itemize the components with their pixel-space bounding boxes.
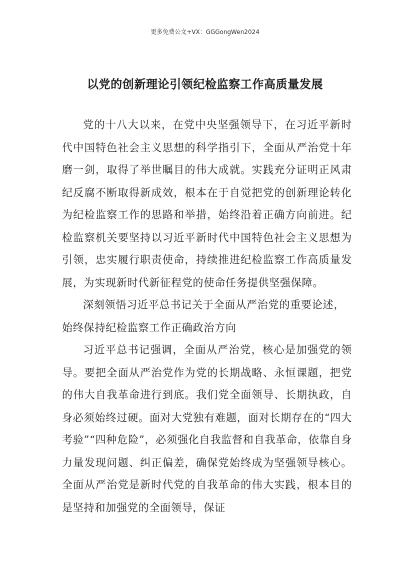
document-body bbox=[62, 114, 352, 519]
section-heading: 深刻领悟习近平总书记关于全面从严治党的重要论述，始终保持纪检监察工作正确政治方向 bbox=[62, 299, 345, 334]
header-watermark: 更多免费公文+VX：GGGongWen2024 bbox=[150, 29, 260, 36]
document-title: 以党的创新理论引领纪检监察工作高质量发展 bbox=[87, 77, 323, 91]
paragraph-intro: 党的十八大以来，在党中央坚强领导下，在习近平新时代中国特色社会主义思想的科学指引下，全面从严治党十年磨一剑，取得了举世瞩目的伟大成就。实践充分证明正风肃纪反腐不断取得新成效，根本在于自觉把党的创新理论转化为纪检监察工作的思路和举措，始终沿着正确方向前进。纪检监察机关要坚持以习近平新时代中国特色社会主义思想为引领，忠实履行职责使命，持续推进纪检监察工作高质量发展，为实现新时代新征程党的使命任务提供坚强保障。 bbox=[62, 119, 352, 289]
paragraph-body: 习近平总书记强调，全面从严治党，核心是加强党的领导。要把全面从严治党作为党的长期战略、永恒课题，把党的伟大自我革命进行到底。我们党全面领导、长期执政，自身必须始终过硬。面对大党独有难题，面对长期存在的“四大考验”“四种危险”，必须强化自我监督和自我革命，依靠自身力量发现问题、纠正偏差，确保党始终成为坚强领导核心。全面从严治党是新时代党的自我革命的伟大实践，根本目的是坚持和加强党的全面领导，保证 bbox=[62, 344, 352, 514]
